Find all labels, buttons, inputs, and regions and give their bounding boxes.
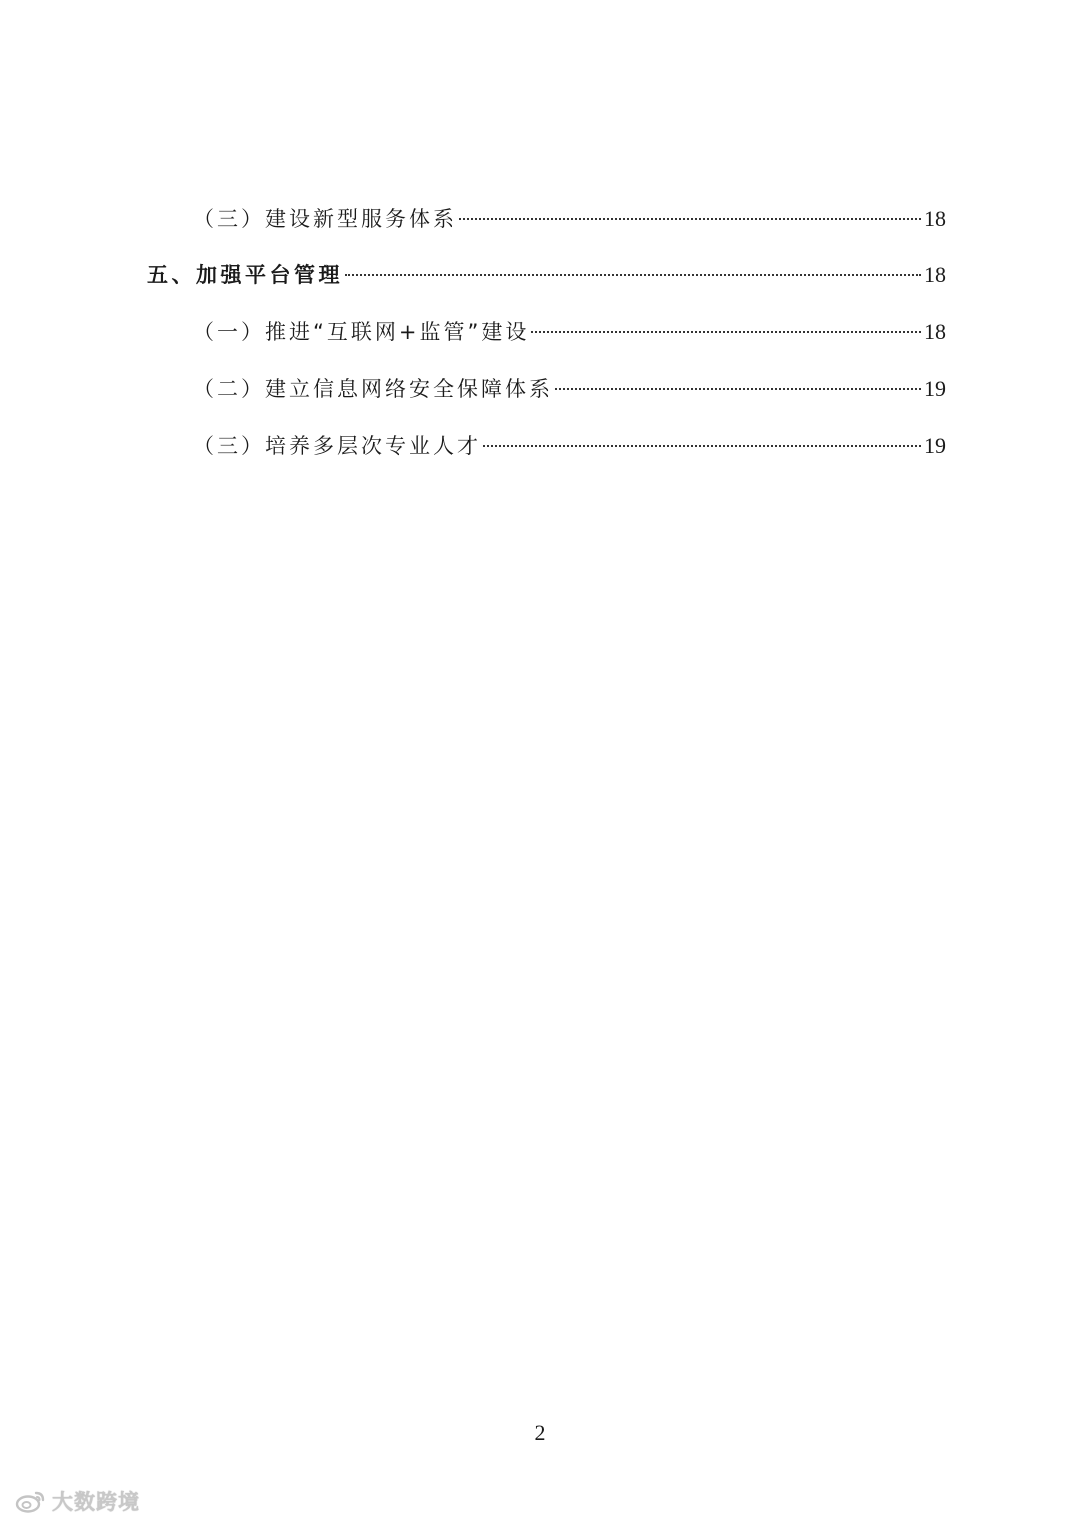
toc-entry[interactable] [193,426,946,466]
toc-entry[interactable] [193,312,946,352]
toc-entry-page: 19 [924,433,946,458]
toc-entry-page: 18 [924,262,946,287]
toc-entry[interactable] [193,199,946,239]
watermark [14,1486,140,1516]
toc-dot-leader [531,331,921,333]
toc-entry-page: 18 [924,206,946,231]
weibo-logo-icon [14,1488,48,1514]
page-number: 2 [534,1420,546,1445]
toc-entry-title: （一）推进“互联网+监管”建设 [193,320,530,344]
toc-entry[interactable] [193,369,946,409]
toc-dot-leader [555,388,921,390]
toc-entry-title: 五、加强平台管理 [147,263,343,287]
watermark-text: 大数跨境 [52,1490,140,1514]
toc-entry-title: （三）建设新型服务体系 [193,207,457,231]
toc-entry-page: 18 [924,319,946,344]
toc-dot-leader [345,274,921,276]
toc-dot-leader [459,218,921,220]
toc-entry-page: 19 [924,376,946,401]
toc-entry-title: （三）培养多层次专业人才 [193,434,481,458]
toc-entry-title: （二）建立信息网络安全保障体系 [193,377,553,401]
toc-entry[interactable] [147,255,946,295]
toc-dot-leader [483,445,921,447]
